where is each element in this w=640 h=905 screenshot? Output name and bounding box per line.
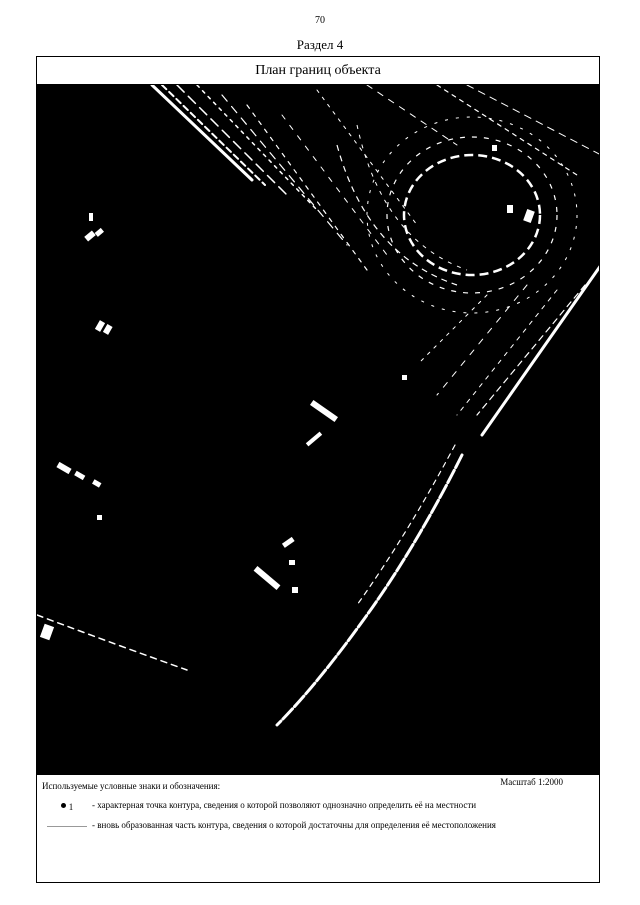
legend-text-point: - характерная точка контура, сведения о которой позволяют однозначно определить её на местности (92, 800, 477, 810)
boundary-line-icon (47, 826, 87, 827)
legend-item-line (42, 820, 562, 831)
legend-item-point (42, 800, 562, 812)
legend-header: Используемые условные знаки и обозначения: (42, 781, 221, 791)
page-number: 70 (315, 15, 325, 26)
plan-frame (36, 56, 600, 883)
point-label: 1 (68, 802, 74, 812)
legend-symbol-line (42, 820, 92, 831)
legend-text-line: - вновь образованная часть контура, сведения о которой достаточны для определения её местоположения (92, 820, 496, 830)
map-graphic (37, 85, 599, 775)
legend-symbol-point (42, 800, 92, 812)
section-title: Раздел 4 (296, 37, 344, 52)
map-image (37, 85, 599, 775)
map-scale: Масштаб 1:2000 (500, 777, 563, 787)
point-dot-icon (61, 803, 66, 808)
plan-title: План границ объекта (37, 57, 599, 85)
